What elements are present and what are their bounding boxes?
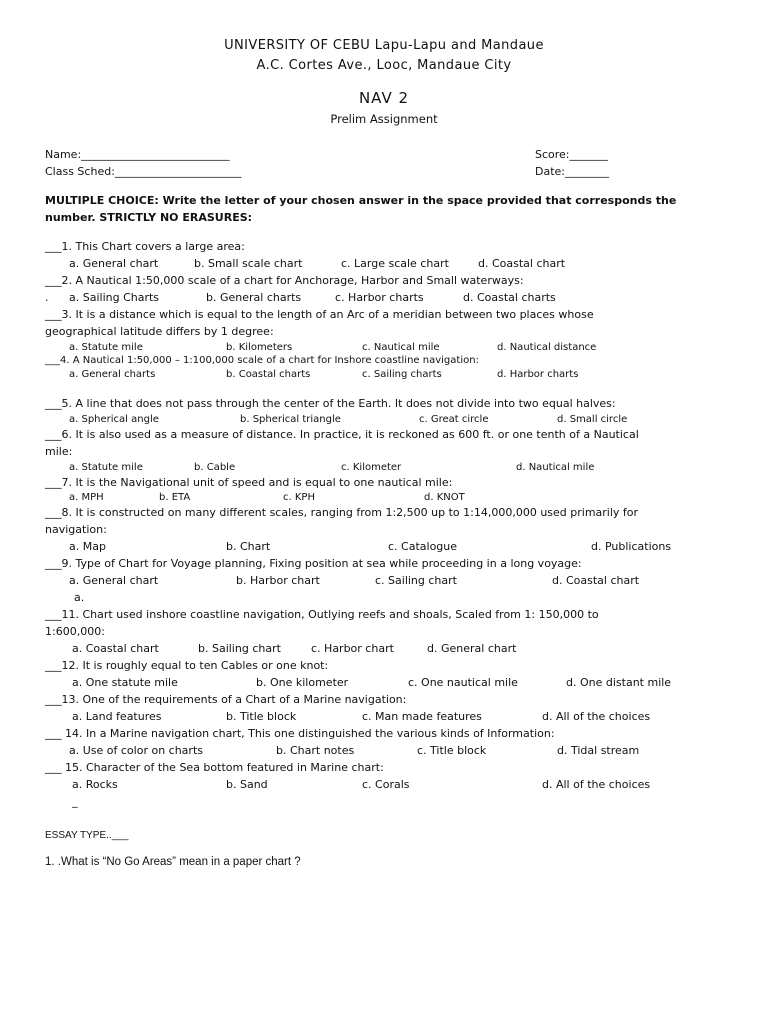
university-name: UNIVERSITY OF CEBU Lapu-Lapu and Mandaue (224, 38, 544, 53)
q3-choice-d: d. Nautical distance (497, 342, 597, 353)
q1-choice-a: a. General chart (69, 257, 159, 270)
question-8-line-2: navigation: (45, 523, 107, 536)
q12-choice-a: a. One statute mile (72, 676, 178, 689)
instructions-line-2: number. STRICTLY NO ERASURES: (45, 211, 253, 224)
q1-choice-d: d. Coastal chart (478, 257, 566, 270)
q5-choice-d: d. Small circle (557, 414, 628, 425)
q5-choice-c: c. Great circle (419, 414, 489, 425)
q11-choice-c: c. Harbor chart (311, 642, 394, 655)
q1-choice-c: c. Large scale chart (341, 257, 449, 270)
essay-label: ESSAY TYPE..___ (45, 830, 129, 841)
q4-choice-c: c. Sailing charts (362, 369, 442, 380)
assignment-title: Prelim Assignment (330, 112, 438, 126)
q14-choice-c: c. Title block (417, 744, 487, 757)
q2-choice-d: d. Coastal charts (463, 291, 556, 304)
university-address: A.C. Cortes Ave., Looc, Mandaue City (256, 58, 512, 73)
course-title: NAV 2 (358, 89, 410, 107)
q8-choice-c: c. Catalogue (388, 540, 458, 553)
q6-choice-b: b. Cable (194, 462, 236, 473)
q2-choice-a: a. Sailing Charts (69, 291, 160, 304)
q3-choice-c: c. Nautical mile (362, 342, 440, 353)
q7-choice-d: d. KNOT (424, 492, 465, 503)
q2-choice-b: b. General charts (206, 291, 302, 304)
essay-question-1: 1. .What is “No Go Areas” mean in a paper chart ? (45, 856, 301, 868)
q15-choice-b: b. Sand (226, 778, 268, 791)
q13-choice-c: c. Man made features (362, 710, 482, 723)
class-sched-field: Class Sched:_______________________ (45, 165, 242, 178)
q13-choice-d: d. All of the choices (542, 710, 651, 723)
date-field: Date:________ (535, 165, 609, 178)
q9-choice-b: b. Harbor chart (236, 574, 320, 587)
q13-choice-b: b. Title block (226, 710, 297, 723)
score-field: Score:_______ (535, 148, 609, 161)
question-1: ___1. This Chart covers a large area: (45, 240, 245, 253)
q11-choice-b: b. Sailing chart (198, 642, 281, 655)
q15-choice-a: a. Rocks (72, 778, 118, 791)
q15-choice-d: d. All of the choices (542, 778, 651, 791)
q6-choice-d: d. Nautical mile (516, 462, 595, 473)
q8-choice-b: b. Chart (226, 540, 271, 553)
q7-choice-a: a. MPH (69, 492, 104, 503)
question-11-line-2: 1:600,000: (45, 625, 105, 638)
q9-choice-d: d. Coastal chart (552, 574, 640, 587)
q15-choice-c: c. Corals (362, 778, 410, 791)
q9-choice-a: a. General chart (69, 574, 159, 587)
q2-dot: . (45, 291, 49, 304)
name-field: Name:___________________________ (45, 148, 230, 161)
q12-choice-b: b. One kilometer (256, 676, 349, 689)
q12-choice-d: d. One distant mile (566, 676, 672, 689)
question-4: ___4. A Nautical 1:50,000 – 1:100,000 scale of a chart for Inshore coastline navigation: (45, 355, 479, 366)
q14-choice-d: d. Tidal stream (557, 744, 640, 757)
question-6-line-1: ___6. It is also used as a measure of distance. In practice, it is reckoned as 600 ft. or one tenth of a Nautical (45, 428, 639, 441)
q9-extra-choice: a. (74, 591, 85, 604)
question-8-line-1: ___8. It is constructed on many different scales, ranging from 1:2,500 up to 1:14,000,000 used primarily for (45, 506, 639, 519)
instructions-line-1: MULTIPLE CHOICE: Write the letter of your chosen answer in the space provided that corresponds the (45, 194, 677, 207)
q3-choice-a: a. Statute mile (69, 342, 143, 353)
q14-choice-a: a. Use of color on charts (69, 744, 203, 757)
q9-choice-c: c. Sailing chart (375, 574, 457, 587)
q4-choice-d: d. Harbor charts (497, 369, 579, 380)
q12-choice-c: c. One nautical mile (408, 676, 518, 689)
question-7: ___7. It is the Navigational unit of speed and is equal to one nautical mile: (45, 476, 453, 489)
question-2: ___2. A Nautical 1:50,000 scale of a chart for Anchorage, Harbor and Small waterways: (45, 274, 524, 287)
question-6-line-2: mile: (45, 445, 73, 458)
q4-choice-b: b. Coastal charts (226, 369, 311, 380)
q1-choice-b: b. Small scale chart (194, 257, 303, 270)
question-12: ___12. It is roughly equal to ten Cables or one knot: (45, 659, 329, 672)
q11-choice-d: d. General chart (427, 642, 517, 655)
question-13: ___13. One of the requirements of a Chart of a Marine navigation: (45, 693, 407, 706)
question-3-line-2: geographical latitude differs by 1 degree: (45, 325, 274, 338)
q6-choice-a: a. Statute mile (69, 462, 143, 473)
question-3-line-1: ___3. It is a distance which is equal to the length of an Arc of a meridian between two places whose (45, 308, 594, 321)
q2-choice-c: c. Harbor charts (335, 291, 424, 304)
question-15: ___ 15. Character of the Sea bottom featured in Marine chart: (45, 761, 384, 774)
q4-choice-a: a. General charts (69, 369, 156, 380)
q8-choice-d: d. Publications (591, 540, 672, 553)
question-14: ___ 14. In a Marine navigation chart, This one distinguished the various kinds of Information: (45, 727, 555, 740)
q14-choice-b: b. Chart notes (276, 744, 355, 757)
question-11-line-1: ___11. Chart used inshore coastline navigation, Outlying reefs and shoals, Scaled from 1: 150,000 to (45, 608, 599, 621)
question-5: ___5. A line that does not pass through the center of the Earth. It does not divide into two equal halves: (45, 397, 616, 410)
q11-choice-a: a. Coastal chart (72, 642, 159, 655)
q13-choice-a: a. Land features (72, 710, 162, 723)
q7-choice-b: b. ETA (159, 492, 191, 503)
q3-choice-b: b. Kilometers (226, 342, 293, 353)
q6-choice-c: c. Kilometer (341, 462, 402, 473)
q15-dash: _ (72, 795, 78, 808)
question-9: ___9. Type of Chart for Voyage planning, Fixing position at sea while proceeding in a long voyage: (45, 557, 582, 570)
q8-choice-a: a. Map (69, 540, 106, 553)
q5-choice-a: a. Spherical angle (69, 414, 159, 425)
q5-choice-b: b. Spherical triangle (240, 414, 341, 425)
q7-choice-c: c. KPH (283, 492, 315, 503)
